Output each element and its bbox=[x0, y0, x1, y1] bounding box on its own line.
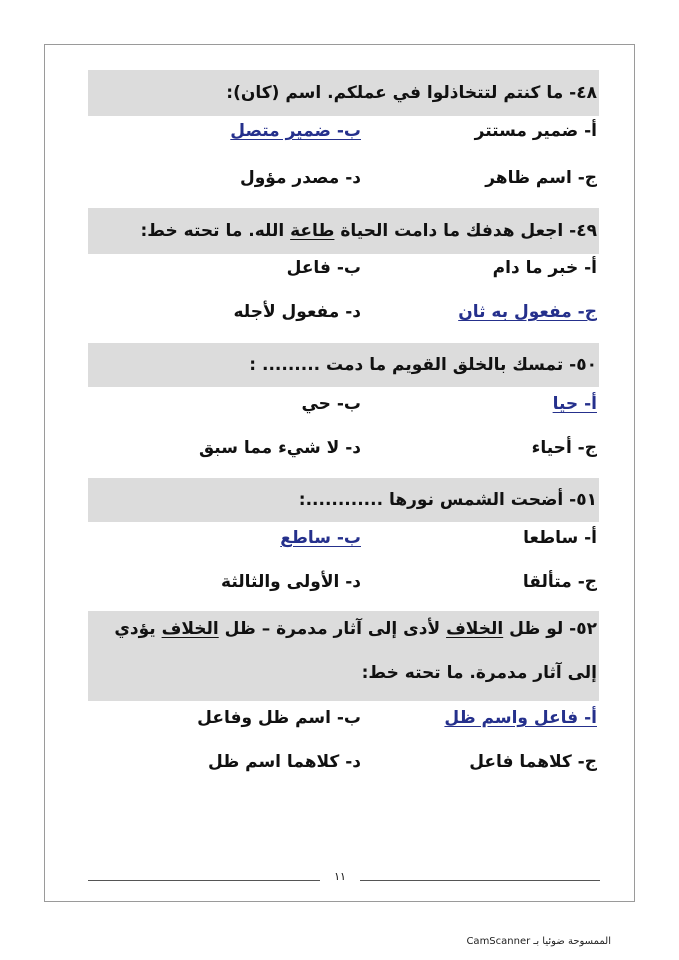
question-49-text bbox=[140, 221, 597, 241]
q52-underlined-1: الخلاف bbox=[446, 619, 504, 639]
question-52-bar bbox=[88, 611, 599, 701]
q52-option-c: ج- كلاهما فاعل bbox=[469, 752, 597, 772]
question-50-text: ٥٠- تمسك بالخلق القويم ما دمت ......... : bbox=[249, 355, 597, 375]
q52-part-3: يؤدي bbox=[114, 619, 162, 639]
q52-part-2: لأدى إلى آثار مدمرة – ظل bbox=[218, 619, 447, 639]
q48-option-c: ج- اسم ظاهر bbox=[485, 168, 597, 188]
q50-option-b: ب- حي bbox=[301, 394, 361, 414]
q48-option-b: ب- ضمير متصل bbox=[230, 121, 361, 141]
page-number: ١١ bbox=[320, 870, 360, 883]
q49-text-start: ٤٩- اجعل هدفك ما دامت الحياة bbox=[334, 221, 597, 241]
q52-option-b: ب- اسم ظل وفاعل bbox=[197, 708, 361, 728]
q50-option-c: ج- أحياء bbox=[531, 438, 597, 458]
q52-option-a: أ- فاعل واسم ظل bbox=[444, 708, 597, 728]
q50-option-a: أ- حيا bbox=[552, 394, 597, 414]
question-50-bar bbox=[88, 343, 599, 387]
q50-option-d: د- لا شيء مما سبق bbox=[198, 438, 361, 458]
q49-text-end: الله. ما تحته خط: bbox=[140, 221, 291, 241]
q49-option-d: د- مفعول لأجله bbox=[233, 302, 361, 322]
q51-option-c: ج- متألقا bbox=[522, 572, 597, 592]
q52-option-d: د- كلاهما اسم ظل bbox=[208, 752, 361, 772]
question-52-line-1 bbox=[114, 619, 597, 639]
question-49-bar bbox=[88, 208, 599, 254]
q51-option-d: د- الأولى والثالثة bbox=[221, 572, 361, 592]
q49-underlined-word: طاعة bbox=[290, 221, 335, 241]
q48-option-d: د- مصدر مؤول bbox=[239, 168, 361, 188]
q48-option-a: أ- ضمير مستتر bbox=[474, 121, 597, 141]
q51-option-b: ب- ساطع bbox=[280, 528, 361, 548]
q49-option-a: أ- خبر ما دام bbox=[492, 258, 597, 278]
q52-underlined-2: الخلاف bbox=[161, 619, 219, 639]
q52-part-1: ٥٢- لو ظل bbox=[503, 619, 597, 639]
question-48-text: ٤٨- ما كنتم لتتخاذلوا في عملكم. اسم (كان): bbox=[226, 83, 597, 103]
q49-option-b: ب- فاعل bbox=[286, 258, 361, 278]
q51-option-a: أ- ساطعا bbox=[523, 528, 597, 548]
question-48-bar bbox=[88, 70, 599, 116]
camscanner-watermark: الممسوحة ضوئيا بـ CamScanner bbox=[466, 936, 611, 947]
question-51-text: ٥١- أضحت الشمس نورها ............: bbox=[298, 490, 597, 510]
question-51-bar bbox=[88, 478, 599, 522]
q49-option-c: ج- مفعول به ثان bbox=[458, 302, 597, 322]
question-52-line-2: إلى آثار مدمرة. ما تحته خط: bbox=[361, 663, 597, 683]
